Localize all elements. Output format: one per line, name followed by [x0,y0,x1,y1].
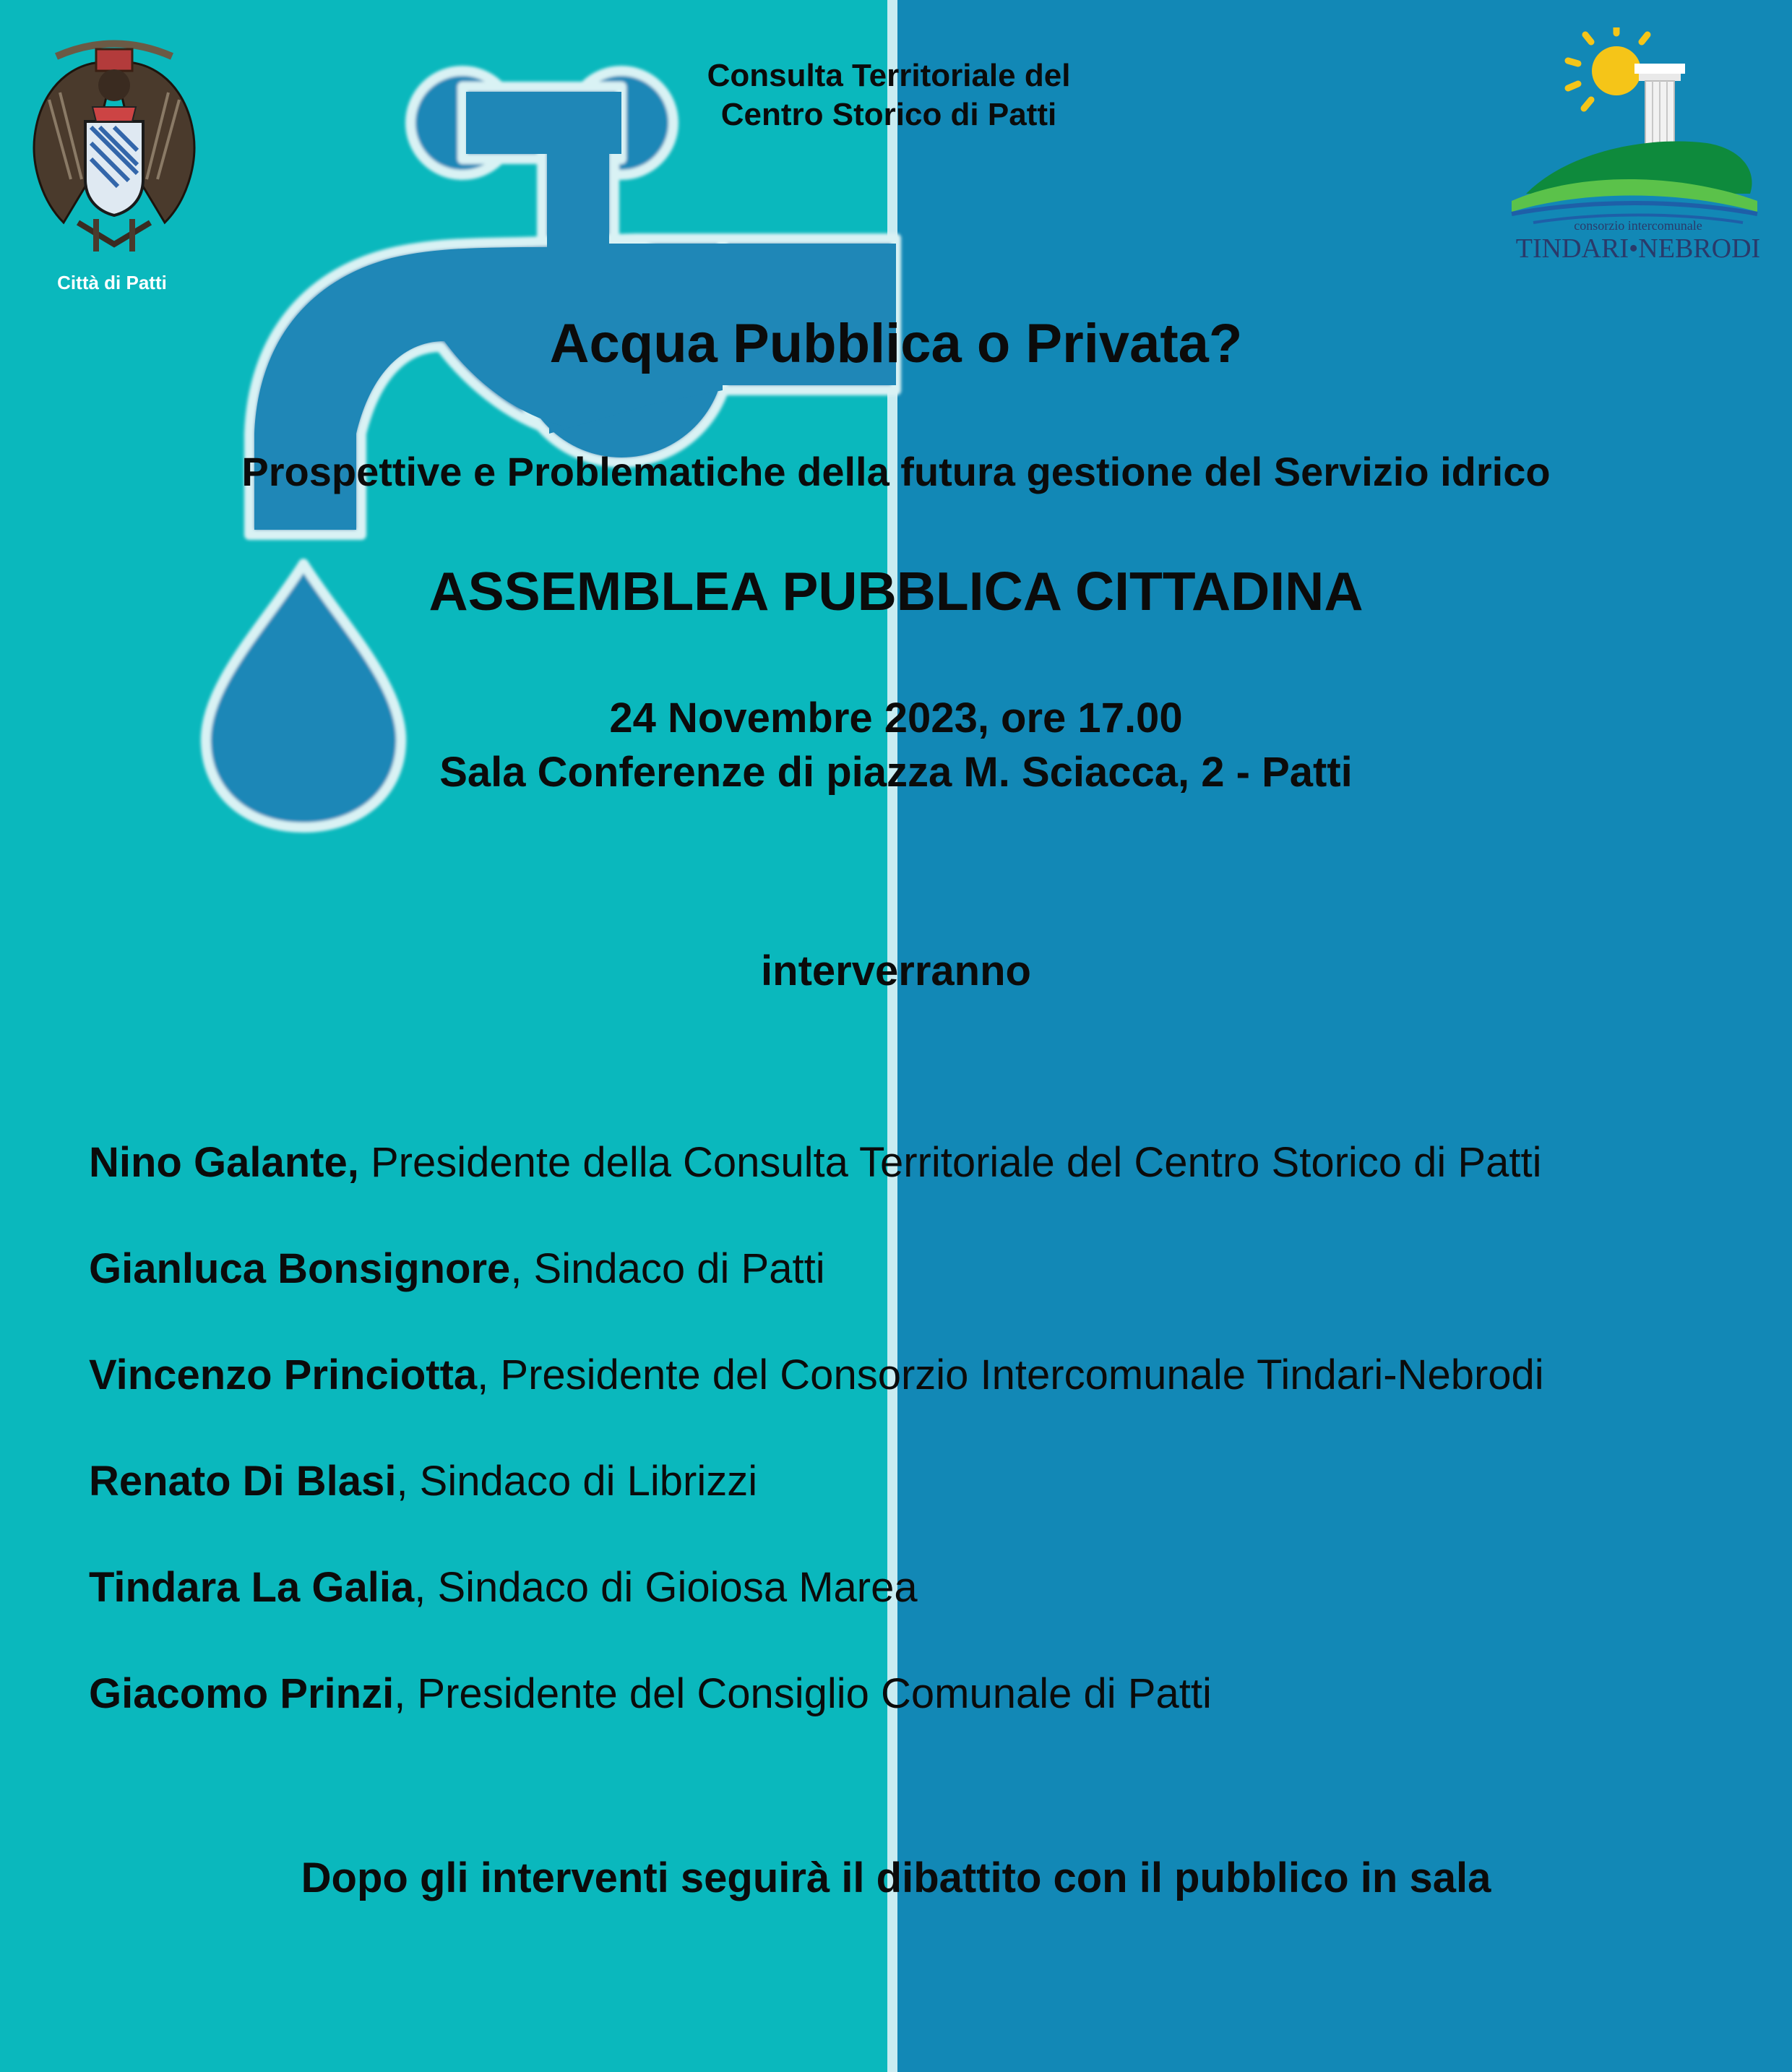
event-type: ASSEMBLEA PUBBLICA CITTADINA [428,561,1364,622]
organizer-line-1: Consulta Territoriale del [707,58,1071,93]
tindari-logo-text: TINDARI•NEBRODI [1515,233,1761,264]
organizer-line-2: Centro Storico di Patti [720,97,1057,132]
speaker-item [89,1457,757,1505]
city-logo-label: Città di Patti [57,272,167,293]
speaker-name: Giacomo Prinzi [89,1670,395,1717]
tindari-nebrodi-logo-icon [1490,27,1779,266]
speaker-name: Renato Di Blasi [89,1458,397,1505]
speaker-item [89,1138,1542,1187]
speaker-role: Presidente della Consulta Territoriale del Centro Storico di Patti [358,1139,1542,1186]
speaker-item [89,1563,918,1612]
coat-of-arms-icon [27,35,201,266]
speaker-role: , Presidente del Consiglio Comunale di Patti [394,1670,1212,1717]
speaker-role: , Presidente del Consorzio Intercomunale Tindari-Nebrodi [477,1351,1544,1398]
speaker-name: Tindara La Galia [89,1564,415,1611]
event-venue: Sala Conferenze di piazza M. Sciacca, 2 - Patti [439,749,1353,796]
event-title: Acqua Pubblica o Privata? [549,313,1243,374]
event-date-time: 24 Novembre 2023, ore 17.00 [609,695,1183,741]
speaker-item [89,1669,1212,1718]
speaker-name: Vincenzo Princiotta [89,1351,478,1398]
event-subtitle: Prospettive e Problematiche della futura gestione del Servizio idrico [241,449,1551,494]
speaker-role: , Sindaco di Patti [510,1245,825,1292]
speaker-item [89,1351,1544,1399]
right-background-panel [897,0,1792,2072]
speaker-item [89,1245,825,1293]
speaker-name: Nino Galante, [89,1139,359,1186]
organizer-heading [679,56,1098,134]
speakers-heading: interverranno [761,947,1031,994]
speaker-role: , Sindaco di Gioiosa Marea [414,1564,918,1611]
speaker-name: Gianluca Bonsignore [89,1245,511,1292]
tindari-logo-small-text: consorzio intercomunale [1574,218,1702,233]
footer-note: Dopo gli interventi seguirà il dibattito con il pubblico in sala [301,1854,1491,1901]
speaker-role: , Sindaco di Librizzi [396,1458,758,1505]
